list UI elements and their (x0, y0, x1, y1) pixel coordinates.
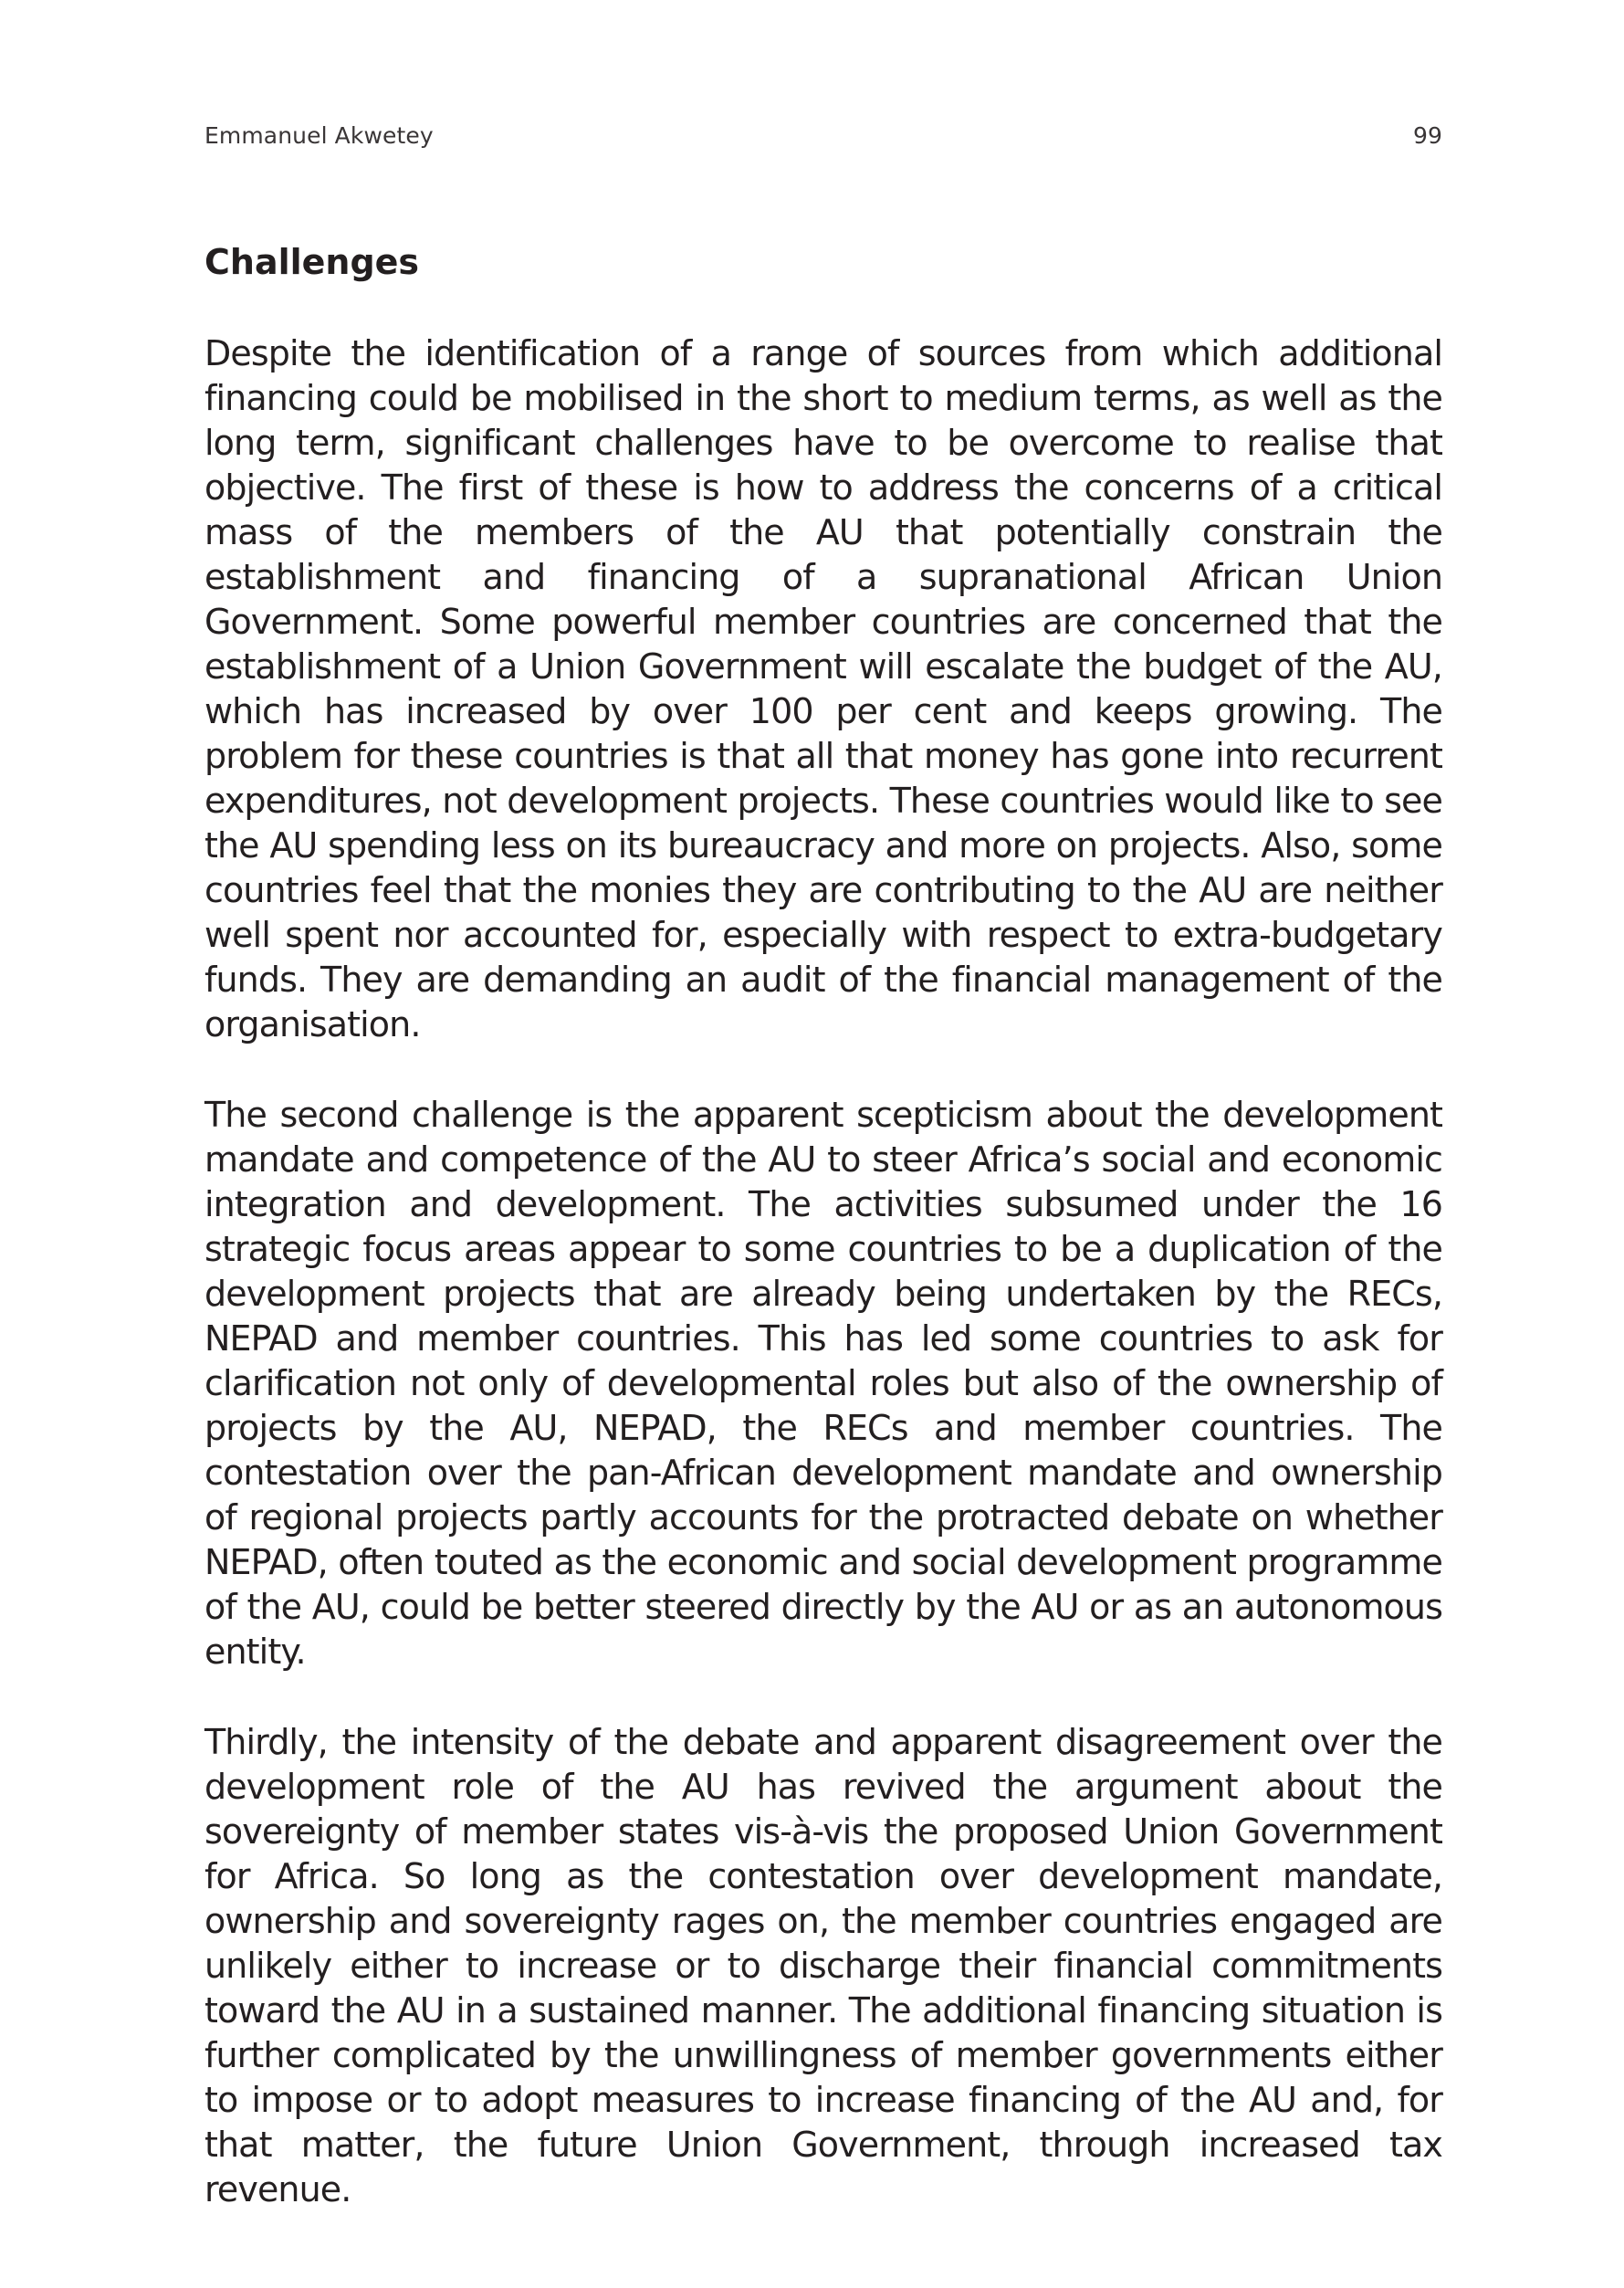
paragraph-2: The second challenge is the apparent scepticism about the development mandate and competence of the AU to steer Africa’s social and economic integration and development. The activities subsumed under the 16 strategic focus areas appear to some countries to be a duplication of the development projects that are already being undertaken by the RECs, NEPAD and member countries. This has led some countries to ask for clarification not only of developmental roles but also of the ownership of projects by the AU, NEPAD, the RECs and member countries. The contestation over the pan-African development mandate and ownership of regional projects partly accounts for the protracted debate on whether NEPAD, often touted as the economic and social development programme of the AU, could be better steered directly by the AU or as an autonomous entity. (204, 1095, 1442, 1672)
author-name: Emmanuel Akwetey (204, 122, 434, 149)
page-number: 99 (1412, 122, 1442, 149)
paragraph-1: Despite the identification of a range of sources from which additional financing could be mobilised in the short to medium terms, as well as the long term, significant challenges have to be overcome to realise that objective. The first of these is how to address the concerns of a critical mass of the members of the AU that potentially constrain the establishment and financing of a supranational African Union Government. Some powerful member countries are concerned that the establishment of a Union Government will escalate the budget of the AU, which has increased by over 100 per cent and keeps growing. The problem for these countries is that all that money has gone into recurrent expenditures, not development projects. These countries would like to see the AU spending less on its bureaucracy and more on projects. Also, some countries feel that the monies they are contributing to the AU are neither well spent nor accounted for, especially with respect to extra-budgetary funds. They are demanding an audit of the financial management of the organisation. (204, 333, 1442, 1044)
body-text (204, 331, 1442, 2258)
running-header (204, 122, 1442, 149)
paragraph-3: Thirdly, the intensity of the debate and apparent disagreement over the development role of the AU has revived the argument about the sovereignty of member states vis-à-vis the proposed Union Government for Africa. So long as the contestation over development mandate, ownership and sovereignty rages on, the member countries engaged are unlikely either to increase or to discharge their financial commitments toward the AU in a sustained manner. The additional financing situation is further complicated by the unwillingness of member governments either to impose or to adopt measures to increase financing of the AU and, for that matter, the future Union Government, through increased tax revenue. (204, 1722, 1442, 2209)
section-heading: Challenges (204, 242, 420, 282)
